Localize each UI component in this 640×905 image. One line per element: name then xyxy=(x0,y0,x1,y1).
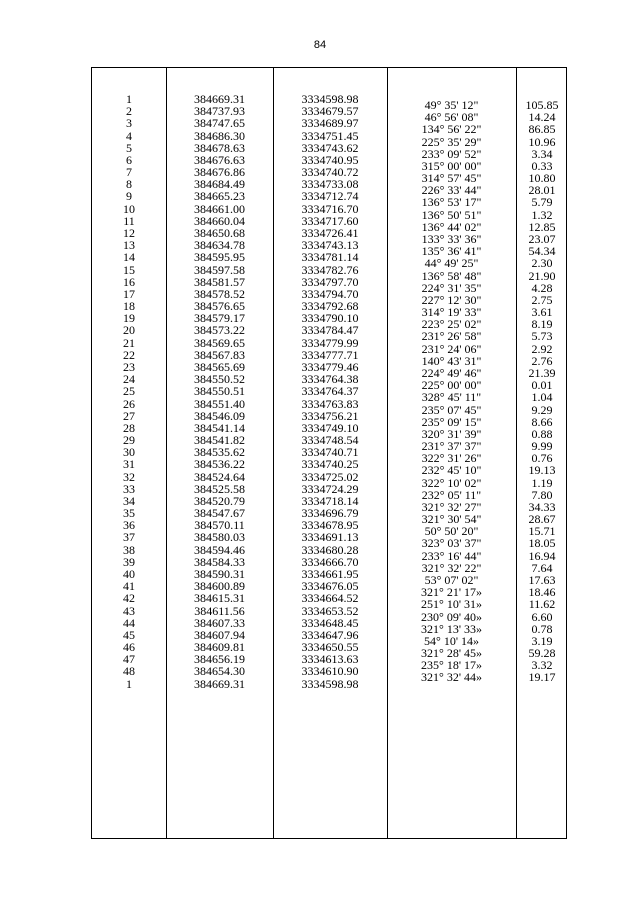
point-number-cell: 1 xyxy=(126,676,132,691)
x-coordinate-cell: 384656.19 xyxy=(194,652,245,667)
angle-cell: 230° 09' 40» xyxy=(421,609,482,624)
y-coordinate-cell: 3334650.55 xyxy=(301,640,359,655)
y-coordinate-cell: 3334763.83 xyxy=(301,396,359,411)
y-coordinate-cell: 3334794.70 xyxy=(301,286,359,301)
length-cell: 17.63 xyxy=(528,573,556,588)
length-column xyxy=(516,68,568,838)
angle-cell: 224° 31' 35" xyxy=(421,280,482,295)
y-coordinate-cell: 3334756.21 xyxy=(301,408,359,423)
length-cell: 1.32 xyxy=(531,207,553,222)
y-coordinate-cell: 3334717.60 xyxy=(301,213,359,228)
x-coordinate-cell: 384597.58 xyxy=(194,262,245,277)
angle-cell: 136° 53' 17" xyxy=(421,195,482,210)
angle-cell: 223° 25' 02" xyxy=(421,317,482,332)
length-cell: 15.71 xyxy=(528,524,556,539)
y-coordinate-cell: 3334797.70 xyxy=(301,274,359,289)
angle-cell: 135° 36' 41" xyxy=(421,244,482,259)
point-number-cell: 14 xyxy=(123,250,135,265)
x-coordinate-cell: 384650.68 xyxy=(194,225,245,240)
length-cell: 18.46 xyxy=(528,585,556,600)
angle-cell: 225° 35' 29" xyxy=(421,134,482,149)
point-number-cell: 9 xyxy=(126,189,132,204)
length-cell: 16.94 xyxy=(528,548,556,563)
point-number-cell: 44 xyxy=(123,615,135,630)
x-coordinate-cell: 384525.58 xyxy=(194,481,245,496)
y-coordinate-cell: 3334648.45 xyxy=(301,615,359,630)
angle-cell: 251° 10' 31» xyxy=(421,597,482,612)
y-coordinate-cell: 3334696.79 xyxy=(301,506,359,521)
x-coordinate-cell: 384547.67 xyxy=(194,506,245,521)
length-cell: 18.05 xyxy=(528,536,556,551)
angle-cell: 328° 45' 11" xyxy=(421,390,482,405)
x-coordinate-cell: 384634.78 xyxy=(194,238,245,253)
angle-cell: 321° 32' 44» xyxy=(421,670,482,685)
angle-cell: 321° 13' 33» xyxy=(421,621,482,636)
y-coordinate-cell: 3334664.52 xyxy=(301,591,359,606)
point-number-cell: 31 xyxy=(123,457,135,472)
y-coordinate-cell: 3334792.68 xyxy=(301,299,359,314)
x-coordinate-cell: 384541.82 xyxy=(194,433,245,448)
y-coordinate-cell: 3334779.46 xyxy=(301,359,359,374)
point-number-cell: 25 xyxy=(123,384,135,399)
length-cell: 2.92 xyxy=(531,341,553,356)
point-number-cell: 34 xyxy=(123,493,135,508)
y-coordinate-cell: 3334784.47 xyxy=(301,323,359,338)
angle-cell: 227° 12' 30" xyxy=(421,292,482,307)
x-coordinate-cell: 384611.56 xyxy=(194,603,245,618)
length-cell: 0.88 xyxy=(531,426,553,441)
point-number-cell: 27 xyxy=(123,408,135,423)
point-number-cell: 7 xyxy=(126,165,132,180)
length-cell: 7.64 xyxy=(531,560,553,575)
x-coordinate-cell: 384669.31 xyxy=(194,92,245,106)
x-coordinate-cell: 384609.81 xyxy=(194,640,245,655)
x-coordinate-cell: 384524.64 xyxy=(194,469,245,484)
point-number-cell: 48 xyxy=(123,664,135,679)
point-number-cell: 38 xyxy=(123,542,135,557)
y-coordinate-cell: 3334653.52 xyxy=(301,603,359,618)
y-coordinate-cell: 3334647.96 xyxy=(301,627,359,642)
length-cell: 0.76 xyxy=(531,451,553,466)
x-coordinate-cell: 384570.11 xyxy=(194,518,245,533)
angle-cell: 323° 03' 37" xyxy=(421,536,482,551)
angle-cell: 134° 56' 22" xyxy=(421,122,482,137)
x-coordinate-cell: 384578.52 xyxy=(194,286,245,301)
length-cell: 28.67 xyxy=(528,512,556,527)
point-number-cell: 45 xyxy=(123,627,135,642)
length-cell: 11.62 xyxy=(528,597,556,612)
x-coordinate-cell: 384590.31 xyxy=(194,567,245,582)
y-coordinate-cell: 3334718.14 xyxy=(301,493,359,508)
angle-cell: 322° 10' 02" xyxy=(421,475,482,490)
length-cell: 8.66 xyxy=(531,414,553,429)
y-coordinate-cell: 3334782.76 xyxy=(301,262,359,277)
angle-cell: 49° 35' 12" xyxy=(424,98,479,112)
point-number-cell: 17 xyxy=(123,286,135,301)
length-cell: 2.30 xyxy=(531,256,553,271)
x-coordinate-cell: 384595.95 xyxy=(194,250,245,265)
angle-cell: 232° 45' 10" xyxy=(421,463,482,478)
point-number-cell: 11 xyxy=(123,213,135,228)
x-coordinate-cell: 384607.94 xyxy=(194,627,245,642)
angle-cell: 231° 37' 37" xyxy=(421,439,482,454)
length-cell: 4.28 xyxy=(531,280,553,295)
length-cell: 1.19 xyxy=(531,475,553,490)
x-coordinate-cell: 384600.89 xyxy=(194,579,245,594)
angle-cell: 321° 30' 54" xyxy=(421,512,482,527)
point-number-cell: 36 xyxy=(123,518,135,533)
point-number-cell: 37 xyxy=(123,530,135,545)
angle-cell: 46° 56' 08" xyxy=(424,110,479,125)
point-number-cell: 26 xyxy=(123,396,135,411)
x-coordinate-cell: 384581.57 xyxy=(194,274,245,289)
y-coordinate-cell: 3334724.29 xyxy=(301,481,359,496)
y-coordinate-cell: 3334679.57 xyxy=(301,104,359,119)
angle-cell: 231° 26' 58" xyxy=(421,329,482,344)
x-coordinate-cell: 384660.04 xyxy=(194,213,245,228)
length-cell: 21.90 xyxy=(528,268,556,283)
y-coordinate-cell: 3334764.38 xyxy=(301,372,359,387)
x-coordinate-cell: 384565.69 xyxy=(194,359,245,374)
angle-cell: 322° 31' 26" xyxy=(421,451,482,466)
length-cell: 0.33 xyxy=(531,158,553,173)
point-number-cell: 39 xyxy=(123,554,135,569)
angle-cell: 231° 24' 06" xyxy=(421,341,482,356)
x-coordinate-cell: 384520.79 xyxy=(194,493,245,508)
point-number-cell: 21 xyxy=(123,335,135,350)
x-coordinate-cell: 384747.65 xyxy=(194,116,245,131)
x-coordinate-cell: 384615.31 xyxy=(194,591,245,606)
length-cell: 14.24 xyxy=(528,110,556,125)
length-cell: 9.29 xyxy=(531,402,553,417)
y-coordinate-cell: 3334777.71 xyxy=(301,347,359,362)
angle-cell: 54° 10' 14» xyxy=(424,633,479,648)
length-cell: 5.79 xyxy=(531,195,553,210)
point-number-cell: 19 xyxy=(123,311,135,326)
angle-cell: 136° 44' 02" xyxy=(421,219,482,234)
coordinates-table xyxy=(91,67,567,839)
x-coordinate-cell: 384550.52 xyxy=(194,372,245,387)
length-cell: 2.75 xyxy=(531,292,553,307)
x-coordinate-cell: 384580.03 xyxy=(194,530,245,545)
length-cell: 34.33 xyxy=(528,499,556,514)
y-coordinate-cell: 3334680.28 xyxy=(301,542,359,557)
y-coordinate-cell: 3334779.99 xyxy=(301,335,359,350)
point-number-cell: 3 xyxy=(126,116,132,131)
point-number-cell: 41 xyxy=(123,579,135,594)
y-coordinate-cell: 3334661.95 xyxy=(301,567,359,582)
point-number-cell: 24 xyxy=(123,372,135,387)
x-coordinate-cell: 384550.51 xyxy=(194,384,245,399)
y-coordinate-cell: 3334733.08 xyxy=(301,177,359,192)
x-coordinate-cell: 384546.09 xyxy=(194,408,245,423)
point-number-cell: 6 xyxy=(126,152,132,167)
angle-cell: 224° 49' 46" xyxy=(421,365,482,380)
point-number-cell: 8 xyxy=(126,177,132,192)
y-coordinate-cell: 3334764.37 xyxy=(301,384,359,399)
x-coordinate-cell: 384665.23 xyxy=(194,189,245,204)
y-coordinate-cell: 3334676.05 xyxy=(301,579,359,594)
point-number-cell: 23 xyxy=(123,359,135,374)
point-number-cell: 16 xyxy=(123,274,135,289)
x-coordinate-cell: 384535.62 xyxy=(194,445,245,460)
angle-cell: 321° 28' 45» xyxy=(421,646,482,661)
y-coordinate-cell: 3334716.70 xyxy=(301,201,359,216)
point-number-cell: 42 xyxy=(123,591,135,606)
length-cell: 3.34 xyxy=(531,146,553,161)
x-coordinate-cell: 384551.40 xyxy=(194,396,245,411)
angle-cell: 140° 43' 31" xyxy=(421,353,482,368)
y-coordinate-column xyxy=(273,68,387,838)
point-number-cell: 10 xyxy=(123,201,135,216)
y-coordinate-cell: 3334743.13 xyxy=(301,238,359,253)
angle-cell: 53° 07' 02" xyxy=(424,573,479,588)
length-cell: 21.39 xyxy=(528,365,556,380)
angle-cell: 235° 09' 15" xyxy=(421,414,482,429)
angle-cell: 320° 31' 39" xyxy=(421,426,482,441)
angle-cell: 233° 09' 52" xyxy=(421,146,482,161)
y-coordinate-cell: 3334598.98 xyxy=(301,676,359,691)
x-coordinate-cell: 384684.49 xyxy=(194,177,245,192)
x-coordinate-cell: 384654.30 xyxy=(194,664,245,679)
x-coordinate-column xyxy=(166,68,273,838)
length-cell: 12.85 xyxy=(528,219,556,234)
x-coordinate-cell: 384594.46 xyxy=(194,542,245,557)
point-number-cell: 1 xyxy=(126,92,132,106)
length-cell: 5.73 xyxy=(531,329,553,344)
length-cell: 3.61 xyxy=(531,305,553,320)
y-coordinate-cell: 3334678.95 xyxy=(301,518,359,533)
length-cell: 2.76 xyxy=(531,353,553,368)
angle-cell: 314° 19' 33" xyxy=(421,305,482,320)
y-coordinate-cell: 3334743.62 xyxy=(301,140,359,155)
point-number-cell: 33 xyxy=(123,481,135,496)
point-number-cell: 13 xyxy=(123,238,135,253)
angle-cell: 133° 33' 36" xyxy=(421,231,482,246)
y-coordinate-cell: 3334749.10 xyxy=(301,420,359,435)
angle-cell: 136° 50' 51" xyxy=(421,207,482,222)
angle-cell: 232° 05' 11" xyxy=(421,487,482,502)
angle-cell: 50° 50' 20" xyxy=(424,524,479,539)
y-coordinate-cell: 3334691.13 xyxy=(301,530,359,545)
x-coordinate-cell: 384678.63 xyxy=(194,140,245,155)
point-number-column xyxy=(92,68,166,838)
y-coordinate-cell: 3334610.90 xyxy=(301,664,359,679)
y-coordinate-cell: 3334740.71 xyxy=(301,445,359,460)
y-coordinate-cell: 3334748.54 xyxy=(301,433,359,448)
y-coordinate-cell: 3334726.41 xyxy=(301,225,359,240)
length-cell: 9.99 xyxy=(531,439,553,454)
length-cell: 8.19 xyxy=(531,317,553,332)
y-coordinate-cell: 3334740.72 xyxy=(301,165,359,180)
angle-column xyxy=(387,68,516,838)
angle-cell: 226° 33' 44" xyxy=(421,183,482,198)
point-number-cell: 30 xyxy=(123,445,135,460)
y-coordinate-cell: 3334613.63 xyxy=(301,652,359,667)
point-number-cell: 43 xyxy=(123,603,135,618)
length-cell: 0.01 xyxy=(531,378,553,393)
point-number-cell: 5 xyxy=(126,140,132,155)
angle-cell: 315° 00' 00" xyxy=(421,158,482,173)
x-coordinate-cell: 384686.30 xyxy=(194,128,245,143)
angle-cell: 321° 32' 22" xyxy=(421,560,482,575)
length-cell: 7.80 xyxy=(531,487,553,502)
length-cell: 54.34 xyxy=(528,244,556,259)
length-cell: 19.13 xyxy=(528,463,556,478)
angle-cell: 136° 58' 48" xyxy=(421,268,482,283)
point-number-cell: 46 xyxy=(123,640,135,655)
y-coordinate-cell: 3334740.95 xyxy=(301,152,359,167)
y-coordinate-cell: 3334725.02 xyxy=(301,469,359,484)
x-coordinate-cell: 384536.22 xyxy=(194,457,245,472)
point-number-cell: 47 xyxy=(123,652,135,667)
y-coordinate-cell: 3334689.97 xyxy=(301,116,359,131)
length-cell: 6.60 xyxy=(531,609,553,624)
x-coordinate-cell: 384573.22 xyxy=(194,323,245,338)
angle-cell: 314° 57' 45" xyxy=(421,171,482,186)
length-cell: 3.19 xyxy=(531,633,553,648)
angle-cell: 321° 21' 17» xyxy=(421,585,482,600)
x-coordinate-cell: 384569.65 xyxy=(194,335,245,350)
y-coordinate-cell: 3334740.25 xyxy=(301,457,359,472)
x-coordinate-cell: 384737.93 xyxy=(194,104,245,119)
point-number-cell: 32 xyxy=(123,469,135,484)
x-coordinate-cell: 384676.63 xyxy=(194,152,245,167)
point-number-cell: 4 xyxy=(126,128,132,143)
point-number-cell: 12 xyxy=(123,225,135,240)
point-number-cell: 15 xyxy=(123,262,135,277)
point-number-cell: 28 xyxy=(123,420,135,435)
x-coordinate-cell: 384676.86 xyxy=(194,165,245,180)
page-number: 84 xyxy=(313,39,327,51)
length-cell: 19.17 xyxy=(528,670,556,685)
point-number-cell: 22 xyxy=(123,347,135,362)
x-coordinate-cell: 384607.33 xyxy=(194,615,245,630)
point-number-cell: 29 xyxy=(123,433,135,448)
point-number-cell: 40 xyxy=(123,567,135,582)
length-cell: 3.32 xyxy=(531,658,553,673)
angle-cell: 233° 16' 44" xyxy=(421,548,482,563)
y-coordinate-cell: 3334712.74 xyxy=(301,189,359,204)
length-cell: 10.80 xyxy=(528,171,556,186)
length-cell: 105.85 xyxy=(525,98,559,112)
length-cell: 59.28 xyxy=(528,646,556,661)
angle-cell: 44° 49' 25" xyxy=(424,256,479,271)
x-coordinate-cell: 384584.33 xyxy=(194,554,245,569)
length-cell: 86.85 xyxy=(528,122,556,137)
angle-cell: 235° 07' 45" xyxy=(421,402,482,417)
point-number-cell: 2 xyxy=(126,104,132,119)
x-coordinate-cell: 384661.00 xyxy=(194,201,245,216)
x-coordinate-cell: 384579.17 xyxy=(194,311,245,326)
point-number-cell: 18 xyxy=(123,299,135,314)
y-coordinate-cell: 3334781.14 xyxy=(301,250,359,265)
length-cell: 10.96 xyxy=(528,134,556,149)
length-cell: 23.07 xyxy=(528,231,556,246)
y-coordinate-cell: 3334751.45 xyxy=(301,128,359,143)
angle-cell: 321° 32' 27" xyxy=(421,499,482,514)
length-cell: 0.78 xyxy=(531,621,553,636)
x-coordinate-cell: 384576.65 xyxy=(194,299,245,314)
point-number-cell: 20 xyxy=(123,323,135,338)
y-coordinate-cell: 3334790.10 xyxy=(301,311,359,326)
length-cell: 1.04 xyxy=(531,390,553,405)
x-coordinate-cell: 384567.83 xyxy=(194,347,245,362)
length-cell: 28.01 xyxy=(528,183,556,198)
point-number-cell: 35 xyxy=(123,506,135,521)
angle-cell: 225° 00' 00" xyxy=(421,378,482,393)
x-coordinate-cell: 384669.31 xyxy=(194,676,245,691)
y-coordinate-cell: 3334666.70 xyxy=(301,554,359,569)
y-coordinate-cell: 3334598.98 xyxy=(301,92,359,106)
x-coordinate-cell: 384541.14 xyxy=(194,420,245,435)
angle-cell: 235° 18' 17» xyxy=(421,658,482,673)
